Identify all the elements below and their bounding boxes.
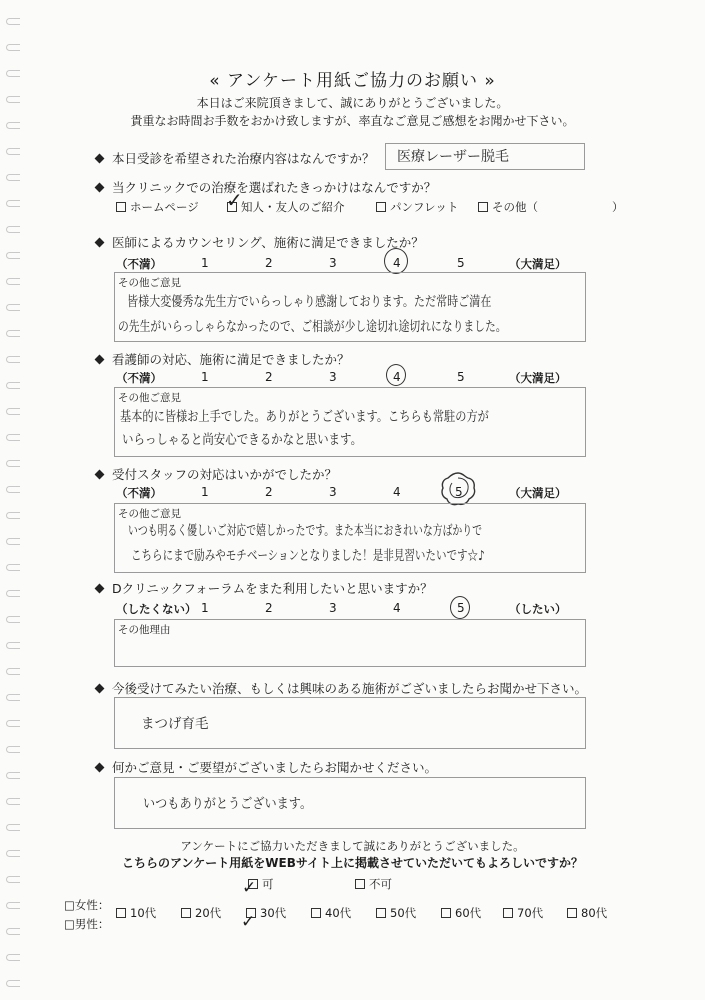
scale-4[interactable]: 4 — [393, 256, 401, 270]
age-label: 20代 — [195, 906, 222, 920]
question-6 — [96, 579, 433, 597]
scale-2[interactable]: 2 — [265, 256, 273, 270]
question-7-text: 今後受けてみたい治療、もしくは興味のある施術がございましたらお聞かせ下さい。 — [112, 681, 588, 696]
diamond-bullet-icon — [95, 154, 105, 164]
checkbox-icon — [181, 908, 191, 918]
option-label: 知人・友人のご紹介 — [241, 200, 345, 214]
scale-3[interactable]: 3 — [329, 601, 337, 615]
diamond-bullet-icon — [95, 183, 105, 193]
scale-2[interactable]: 2 — [265, 370, 273, 384]
question-8 — [96, 758, 437, 776]
q7-answer-text: まつげ育毛 — [141, 716, 209, 732]
option-other-close: ） — [612, 200, 624, 214]
gender-female-option[interactable]: □女性： — [64, 898, 110, 912]
q4-comment-line-1: 基本的に皆様お上手でした。ありがとうございます。こちらも常駐の方が — [120, 409, 489, 425]
question-1 — [96, 149, 375, 167]
q8-answer-text: いつもありがとうございます。 — [143, 796, 313, 812]
binder-hole — [6, 668, 20, 675]
binder-hole — [6, 642, 20, 649]
binder-hole — [6, 902, 20, 909]
binder-hole — [6, 330, 20, 337]
age-label: 50代 — [390, 906, 417, 920]
scale-2[interactable]: 2 — [265, 601, 273, 615]
scale-4[interactable]: 4 — [393, 370, 401, 384]
scale-low-label: （不満） — [116, 486, 162, 500]
binder-hole — [6, 954, 20, 961]
q4-comment-line-2: いらっしゃると尚安心できるかなと思います。 — [122, 432, 363, 448]
binder-hole — [6, 798, 20, 805]
closing-question: こちらのアンケート用紙をWEBサイト上に掲載させていただいてもよろしいですか？ — [121, 856, 584, 870]
option-pamphlet[interactable] — [376, 199, 458, 215]
age-20s[interactable] — [181, 905, 221, 921]
diamond-bullet-icon — [95, 470, 105, 480]
checkmark-icon: ✓ — [226, 188, 243, 212]
scale-high-label: （大満足） — [509, 257, 567, 271]
age-60s[interactable] — [441, 905, 481, 921]
question-4-text: 看護師の対応、施術に満足できましたか？ — [112, 352, 350, 367]
intro-line-1: 本日はご来院頂きまして、誠にありがとうございました。 — [196, 96, 509, 110]
binder-hole — [6, 824, 20, 831]
binder-hole — [6, 252, 20, 259]
diamond-bullet-icon — [95, 584, 105, 594]
scale-low-label: （したくない） — [116, 602, 197, 616]
binder-hole — [6, 746, 20, 753]
age-label: 70代 — [517, 906, 544, 920]
closing-thanks: アンケートにご協力いただきまして誠にありがとうございました。 — [180, 839, 525, 853]
age-10s[interactable] — [116, 905, 156, 921]
age-80s[interactable] — [567, 905, 607, 921]
binder-hole — [6, 226, 20, 233]
q3-comment-line-1: 皆様大変優秀な先生方でいらっしゃり感謝しております。ただ常時ご満在 — [127, 294, 492, 310]
binder-hole — [6, 304, 20, 311]
scale-4[interactable]: 4 — [393, 601, 401, 615]
comment-label: その他ご意見 — [118, 277, 181, 289]
age-label: 80代 — [581, 906, 608, 920]
option-label: ホームページ — [130, 200, 199, 214]
binder-hole — [6, 148, 20, 155]
age-label: 10代 — [130, 906, 157, 920]
intro-line-2: 貴重なお時間お手数をおかけ致しますが、率直なご意見ご感想をお聞かせ下さい。 — [130, 114, 575, 128]
question-4 — [96, 350, 350, 368]
binder-hole — [6, 590, 20, 597]
checkbox-icon — [116, 202, 126, 212]
comment-label: その他ご意見 — [118, 392, 181, 404]
scale-1[interactable]: 1 — [201, 485, 209, 499]
binder-hole — [6, 460, 20, 467]
question-1-text: 本日受診を希望された治療内容はなんですか？ — [112, 151, 375, 166]
age-50s[interactable] — [376, 905, 416, 921]
scale-5[interactable]: 5 — [457, 370, 465, 384]
age-40s[interactable] — [311, 905, 351, 921]
checkbox-icon — [441, 908, 451, 918]
question-7 — [96, 679, 587, 697]
diamond-bullet-icon — [95, 355, 105, 365]
diamond-bullet-icon — [95, 684, 105, 694]
checkbox-icon — [503, 908, 513, 918]
binder-hole — [6, 564, 20, 571]
publish-no-option[interactable] — [355, 876, 392, 892]
scale-5[interactable]: 5 — [455, 485, 463, 499]
scale-2[interactable]: 2 — [265, 485, 273, 499]
option-homepage[interactable] — [116, 199, 199, 215]
age-label: 60代 — [455, 906, 482, 920]
binder-hole — [6, 408, 20, 415]
option-label: 可 — [262, 877, 274, 891]
binder-hole — [6, 512, 20, 519]
scale-low-label: （不満） — [116, 257, 162, 271]
binder-hole — [6, 382, 20, 389]
option-referral[interactable] — [227, 199, 345, 215]
question-3 — [96, 233, 424, 251]
checkbox-icon — [478, 202, 488, 212]
selection-circle-icon — [450, 596, 470, 619]
question-5-text: 受付スタッフの対応はいかがでしたか？ — [112, 467, 338, 482]
comment-label: その他ご意見 — [118, 508, 181, 520]
binder-hole — [6, 616, 20, 623]
age-label: 30代 — [260, 906, 287, 920]
selection-circle-icon — [384, 248, 408, 274]
scale-3[interactable]: 3 — [329, 485, 337, 499]
binder-hole — [6, 486, 20, 493]
binder-hole — [6, 928, 20, 935]
scale-5[interactable]: 5 — [457, 256, 465, 270]
scale-5[interactable]: 5 — [457, 601, 465, 615]
option-label: パンフレット — [390, 200, 459, 214]
binder-hole — [6, 694, 20, 701]
checkbox-icon — [567, 908, 577, 918]
binder-hole — [6, 356, 20, 363]
binder-hole — [6, 538, 20, 545]
binder-hole — [6, 278, 20, 285]
scale-3[interactable]: 3 — [329, 370, 337, 384]
q6-reason-box[interactable] — [114, 619, 586, 667]
scale-high-label: （大満足） — [509, 486, 567, 500]
option-other[interactable] — [478, 199, 538, 215]
scale-1[interactable]: 1 — [201, 370, 209, 384]
option-label: 不可 — [369, 877, 392, 891]
question-3-text: 医師によるカウンセリング、施術に満足できましたか？ — [112, 235, 424, 250]
binder-hole — [6, 44, 20, 51]
checkmark-icon: ✓ — [241, 912, 256, 932]
diamond-bullet-icon — [95, 763, 105, 773]
checkbox-icon — [116, 908, 126, 918]
scale-1[interactable]: 1 — [201, 601, 209, 615]
checkbox-icon — [355, 879, 365, 889]
age-70s[interactable] — [503, 905, 543, 921]
checkbox-icon — [376, 908, 386, 918]
scale-3[interactable]: 3 — [329, 256, 337, 270]
question-2-text: 当クリニックでの治療を選ばれたきっかけはなんですか？ — [112, 180, 437, 195]
gender-male-option[interactable]: □男性： — [64, 917, 110, 931]
selection-circle-icon — [386, 364, 406, 386]
q3-comment-line-2: の先生がいらっしゃらなかったので、ご相談が少し途切れ途切れになりました。 — [118, 319, 507, 335]
scale-4[interactable]: 4 — [393, 485, 401, 499]
binder-hole — [6, 18, 20, 25]
question-5 — [96, 465, 337, 483]
checkbox-icon — [376, 202, 386, 212]
page-title: « アンケート用紙ご協力のお願い » — [209, 71, 496, 91]
scale-high-label: （大満足） — [509, 371, 567, 385]
binder-hole — [6, 876, 20, 883]
q1-answer-text: 医療レーザー脱毛 — [397, 149, 509, 165]
binder-hole — [6, 434, 20, 441]
scale-1[interactable]: 1 — [201, 256, 209, 270]
diamond-bullet-icon — [95, 238, 105, 248]
option-label: その他（ — [492, 200, 538, 214]
binder-hole — [6, 980, 20, 987]
binder-hole — [6, 720, 20, 727]
binder-hole — [6, 174, 20, 181]
question-6-text: Dクリニックフォーラムをまた利用したいと思いますか？ — [112, 581, 433, 596]
binder-hole — [6, 200, 20, 207]
scale-low-label: （不満） — [116, 371, 162, 385]
scale-high-label: （したい） — [509, 602, 567, 616]
age-label: 40代 — [325, 906, 352, 920]
question-8-text: 何かご意見・ご要望がございましたらお聞かせください。 — [112, 760, 438, 775]
checkbox-icon — [311, 908, 321, 918]
reason-label: その他理由 — [118, 624, 171, 636]
binder-hole — [6, 772, 20, 779]
question-2 — [96, 178, 436, 196]
q5-comment-line-1: いつも明るく優しいご対応で嬉しかったです。また本当におきれいな方ばかりで — [128, 523, 482, 539]
q5-comment-line-2: こちらにまで励みやモチベーションとなりました！是非見習いたいです☆♪ — [131, 548, 485, 564]
checkmark-icon: ✓ — [242, 878, 257, 898]
